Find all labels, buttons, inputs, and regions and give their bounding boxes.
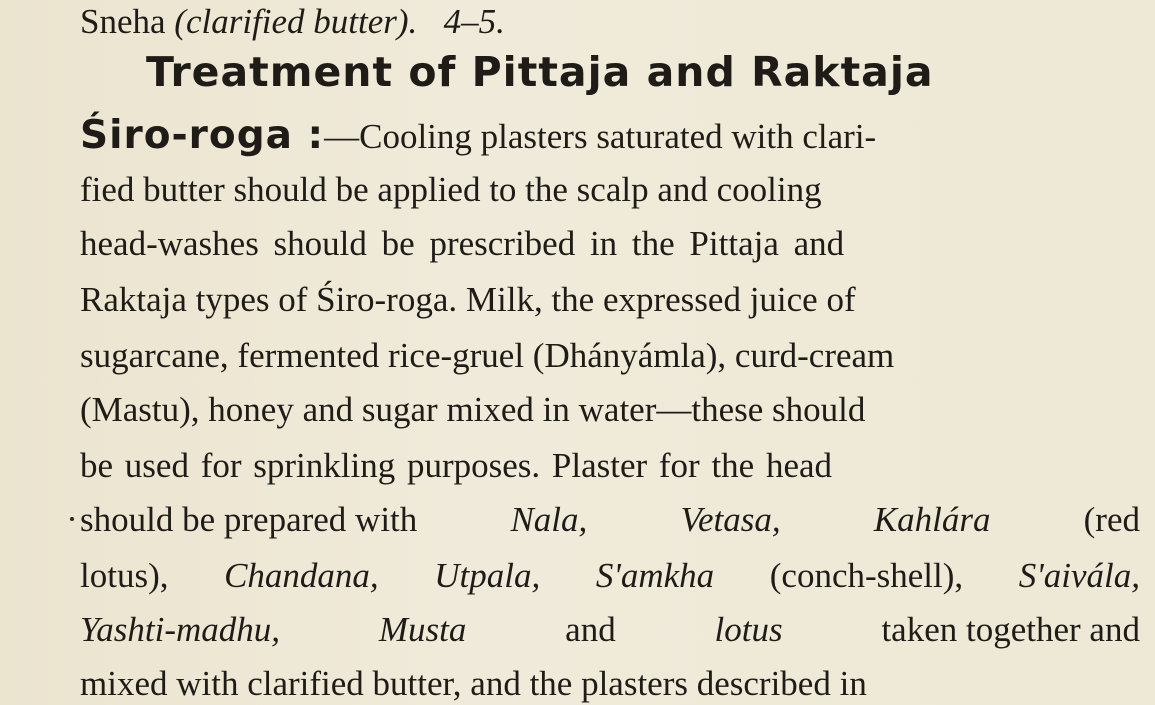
text-line-10-p2: (red [1083, 500, 1140, 539]
heading-text: Treatment of Pittaja and Raktaja [146, 48, 934, 96]
text-line-9-content: be used for sprinkling purposes. Plaster for the head [80, 446, 833, 485]
stray-mark [70, 517, 74, 521]
text-line-7 [80, 338, 1140, 373]
heading-siro-roga: Śiro-roga : [80, 113, 325, 158]
text-line-8-content: (Mastu), honey and sugar mixed in water—these should [80, 390, 866, 429]
text-line-4-content: fied butter should be applied to the scalp and cooling [80, 170, 822, 209]
text-line-13 [80, 666, 1140, 701]
text-line-8 [80, 392, 1140, 427]
plant-vetasa: Vetasa, [680, 500, 781, 539]
text-line-7-content: sugarcane, fermented rice-gruel (Dhányámla), curd-cream [80, 336, 895, 375]
text-line-9 [80, 448, 1140, 483]
text-line-11 [80, 558, 1140, 593]
plant-lotus: lotus [714, 610, 783, 649]
text-line-10-p1: should be prepared with [80, 500, 418, 539]
plant-kahlara: Kahlára [873, 500, 991, 539]
text-line-5-content: head-washes should be prescribed in the Pittaja and [80, 224, 845, 263]
text-line-12-p2: taken together and [881, 610, 1140, 649]
text-line-12-and: and [565, 610, 616, 649]
plant-nala: Nala, [510, 500, 588, 539]
text-line-4 [80, 172, 1140, 207]
plant-chandana: Chandana, [224, 556, 379, 595]
text-line-3-rest: —Cooling plasters saturated with clari- [324, 117, 877, 156]
text-line-13-content: mixed with clarified butter, and the plasters described in [80, 664, 867, 703]
plant-samkha: S'amkha [595, 556, 715, 595]
plant-yashti-madhu: Yashti-madhu, [80, 610, 281, 649]
text-sneha: Sneha [80, 2, 175, 41]
text-line-1 [80, 4, 1140, 39]
plant-utpala: Utpala, [434, 556, 541, 595]
plant-musta: Musta [378, 610, 467, 649]
plant-saivala: S'aivála, [1018, 556, 1140, 595]
text-line-10 [80, 502, 1140, 537]
text-line-6-content: Raktaja types of Śiro-roga. Milk, the expressed juice of [80, 280, 856, 319]
verse-number: 4–5. [443, 2, 505, 41]
text-line-11-p1: lotus), [80, 556, 169, 595]
text-line-12 [80, 612, 1140, 647]
text-line-11-p2: (conch-shell), [769, 556, 964, 595]
section-heading [146, 48, 1126, 96]
text-line-3 [80, 113, 1140, 158]
text-line-6 [80, 282, 1140, 317]
text-clarified-butter: (clarified butter). [174, 2, 418, 41]
text-line-5 [80, 226, 1140, 261]
